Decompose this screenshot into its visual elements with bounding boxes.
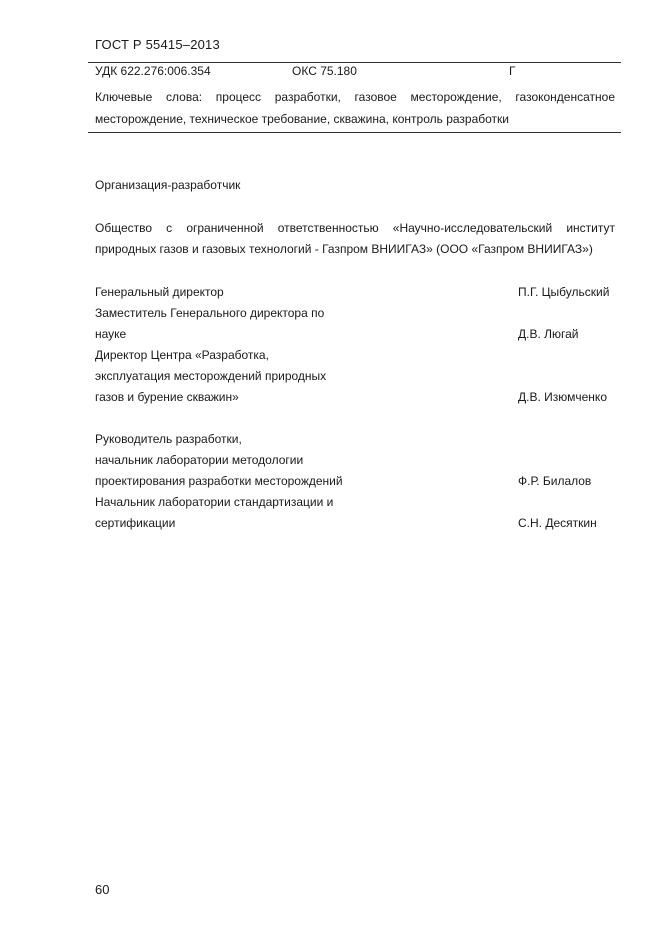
standard-designation: ГОСТ Р 55415–2013 [95, 37, 220, 52]
top-divider [88, 62, 621, 63]
staff-entry [95, 282, 615, 303]
udk-code: УДК 622.276:006.354 [95, 64, 211, 78]
oks-code: ОКС 75.180 [292, 64, 357, 78]
classification-row [95, 64, 615, 82]
staff-title-line: проектирования разработки месторождений [95, 474, 343, 488]
developer-heading: Организация-разработчик [95, 178, 241, 192]
staff-title-line: сертификации [95, 516, 176, 530]
staff-title-line: Заместитель Генерального директора по [95, 306, 325, 320]
staff-title-line: начальник лаборатории методологии [95, 453, 304, 467]
staff-person: П.Г. Цыбульский [518, 285, 610, 299]
organization-line: природных газов и газовых технологий - Газпром ВНИИГАЗ» (ООО «Газпром ВНИИГАЗ») [95, 242, 593, 256]
staff-title-line: Руководитель разработки, [95, 432, 242, 446]
staff-title-line: газов и бурение скважин» [95, 390, 239, 404]
bottom-divider [88, 132, 621, 133]
staff-entry [95, 429, 615, 492]
keywords-block [95, 86, 615, 130]
staff-title-line: Генеральный директор [95, 285, 224, 299]
staff-title-line: Начальник лаборатории стандартизации и [95, 495, 334, 509]
staff-title-line: науке [95, 327, 127, 341]
page-number: 60 [95, 882, 110, 897]
staff-title-line: Директор Центра «Разработка, [95, 348, 269, 362]
keywords-line: месторождение, техническое требование, скважина, контроль разработки [95, 112, 509, 126]
staff-entry [95, 492, 615, 534]
staff-person: Ф.Р. Билалов [518, 474, 592, 488]
staff-entry [95, 345, 615, 408]
staff-title-line: эксплуатация месторождений природных [95, 369, 327, 383]
staff-person: С.Н. Десяткин [518, 516, 597, 530]
group-code: Г [509, 64, 516, 78]
staff-person: Д.В. Люгай [518, 327, 579, 341]
keywords-line: Ключевые слова: процесс разработки, газовое месторождение, газоконденсатное [95, 90, 615, 104]
staff-entry [95, 303, 615, 345]
organization-description [95, 218, 615, 260]
organization-line: Общество с ограниченной ответственностью «Научно-исследовательский институт [95, 221, 615, 235]
staff-person: Д.В. Изюмченко [518, 390, 607, 404]
